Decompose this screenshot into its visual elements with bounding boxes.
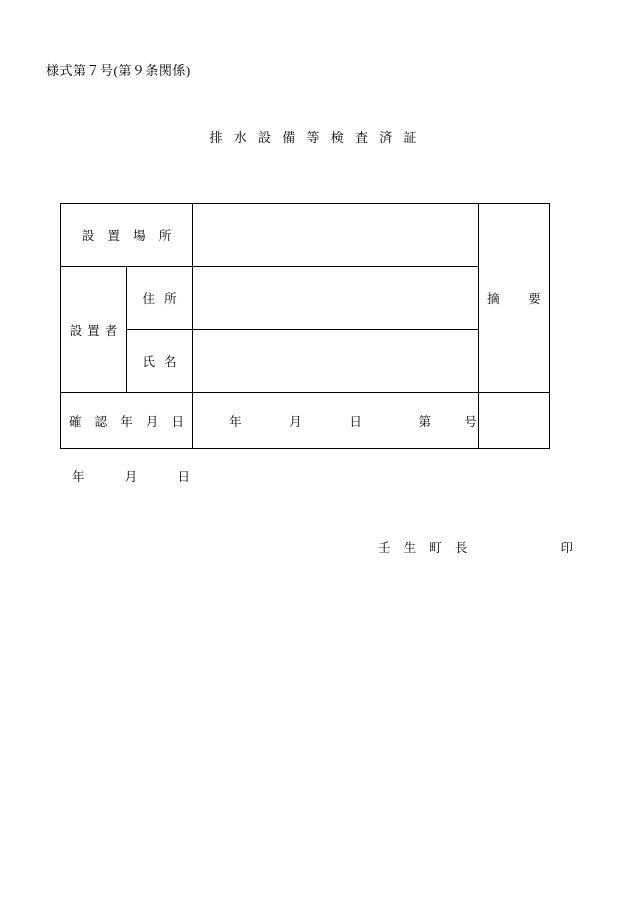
confirmation-day-label: 日 — [349, 414, 363, 429]
issue-date — [72, 467, 190, 485]
cell-value-installer-address[interactable] — [193, 267, 479, 330]
cell-label-installer: 設置者 — [61, 267, 127, 393]
confirmation-date-line — [193, 412, 478, 430]
cell-sublabel-address: 住 所 — [127, 267, 193, 330]
signature-name: 壬 生 町 長 — [378, 541, 473, 555]
table-row-installation-place — [61, 204, 550, 267]
confirmation-number-prefix: 第 — [418, 414, 433, 429]
cell-value-remark[interactable] — [478, 393, 549, 449]
confirmation-month-label: 月 — [289, 414, 303, 429]
cell-value-confirmation-date[interactable] — [193, 393, 479, 449]
page-title: 排 水 設 備 等 検 査 済 証 — [209, 130, 421, 145]
cell-label-confirmation-date: 確 認 年 月 日 — [61, 393, 193, 449]
issue-year-label: 年 — [72, 470, 85, 484]
form-number: 様式第７号(第９条関係) — [46, 63, 191, 78]
seal-mark: 印 — [560, 541, 574, 555]
certificate-table — [60, 203, 550, 449]
issue-day-label: 日 — [177, 470, 191, 484]
signature-line — [378, 538, 573, 556]
cell-label-installation-place: 設 置 場 所 — [61, 204, 193, 267]
table-row-installer-address — [61, 267, 550, 330]
table-row-installer-name — [61, 330, 550, 393]
cell-header-remark: 摘 要 — [478, 204, 549, 393]
issue-month-label: 月 — [124, 470, 138, 484]
cell-sublabel-name: 氏 名 — [127, 330, 193, 393]
confirmation-number-suffix: 号 — [464, 414, 478, 429]
cell-value-installation-place[interactable] — [193, 204, 479, 267]
cell-value-installer-name[interactable] — [193, 330, 479, 393]
table-row-confirmation-date — [61, 393, 550, 449]
confirmation-year-label: 年 — [229, 414, 243, 429]
